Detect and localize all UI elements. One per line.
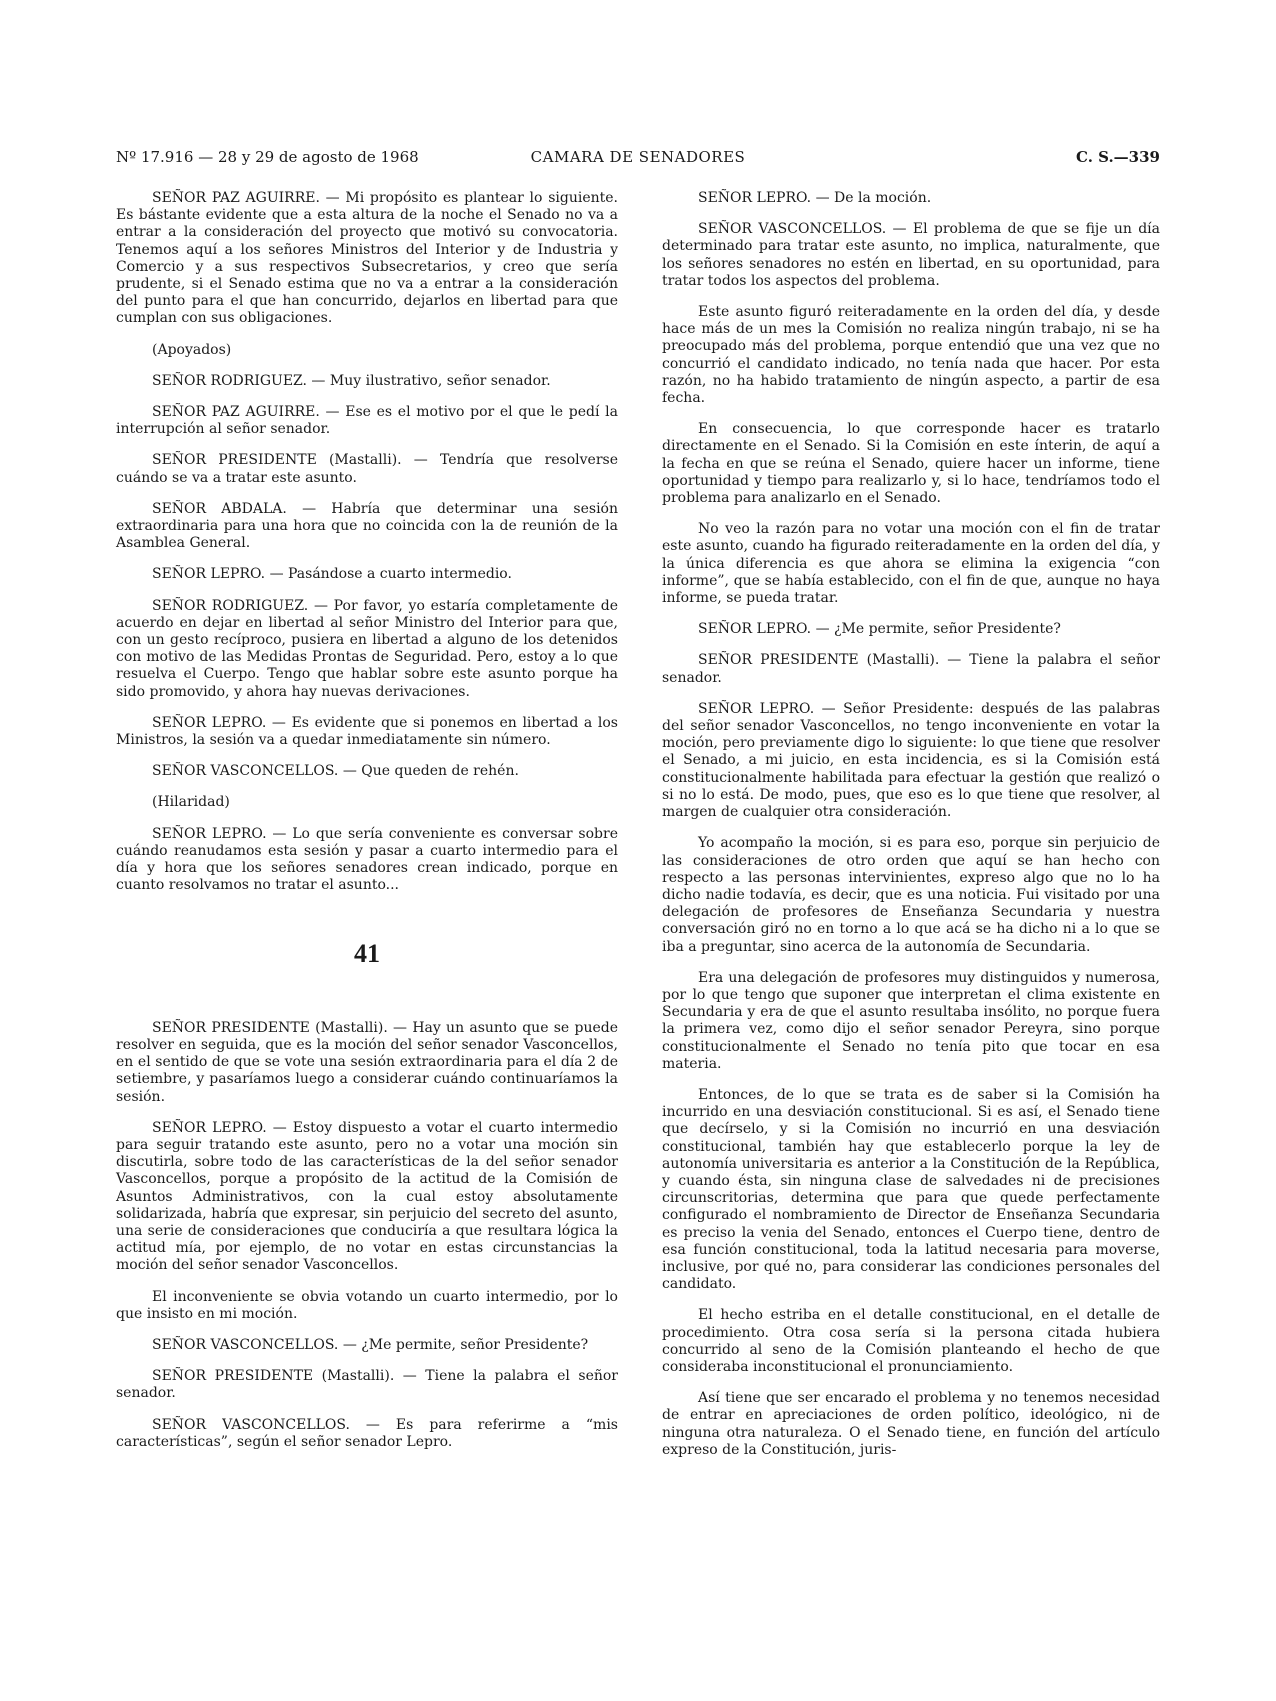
paragraph: SEÑOR VASCONCELLOS. — El problema de que se fije un día determinado para tratar este asunto, no implica, naturalmente, que los señores senadores no estén en libertad, en su oportunidad, para tratar todos los aspectos del problema. bbox=[662, 221, 1160, 289]
paragraph: SEÑOR VASCONCELLOS. — Es para referirme a “mis características”, según el señor senador Lepro. bbox=[116, 1416, 618, 1450]
section-number: 41 bbox=[354, 938, 380, 968]
issue-date: Nº 17.916 — 28 y 29 de agosto de 1968 bbox=[116, 148, 419, 166]
paragraph: En consecuencia, lo que corresponde hacer es tratarlo directamente en el Senado. Si la Comisión en este ínterin, de aquí a la fecha en que se reúna el Senado, quiere hacer un informe, tiene oportunidad y tiempo para realizarlo y, si lo hace, tendríamos todo el problema para analizarlo en el Senado. bbox=[662, 421, 1160, 507]
paragraph: SEÑOR PRESIDENTE (Mastalli). — Tendría que resolverse cuándo se va a tratar este asunto. bbox=[116, 452, 618, 486]
paragraph: (Apoyados) bbox=[152, 341, 232, 358]
paragraph: SEÑOR RODRIGUEZ. — Por favor, yo estaría completamente de acuerdo en dejar en libertad al señor Ministro del Interior para que, con un gesto recíproco, pusiera en libertad a alguno de los detenidos con motivo de las Medidas Prontas de Seguridad. Pero, estoy a lo que resuelva el Cuerpo. Tengo que hablar sobre este asunto porque ha sido promovido, y ahora hay nuevas derivaciones. bbox=[116, 597, 618, 700]
paragraph: El inconveniente se obvia votando un cuarto intermedio, por lo que insisto en mi moción. bbox=[116, 1288, 618, 1322]
page-number: C. S.—339 bbox=[1076, 148, 1160, 166]
paragraph: SEÑOR RODRIGUEZ. — Muy ilustrativo, señor senador. bbox=[152, 372, 551, 389]
paragraph: SEÑOR PRESIDENTE (Mastalli). — Hay un asunto que se puede resolver en seguida, que es la moción del señor senador Vasconcellos, en el sentido de que se vote una sesión extraordinaria para el día 2 de setiembre, y pasaríamos luego a considerar cuándo continuaríamos la sesión. bbox=[116, 1019, 618, 1105]
paragraph: SEÑOR VASCONCELLOS. — Que queden de rehén. bbox=[152, 763, 519, 780]
paragraph: SEÑOR LEPRO. — De la moción. bbox=[698, 190, 932, 206]
paragraph: SEÑOR LEPRO. — Es evidente que si ponemos en libertad a los Ministros, la sesión va a quedar inmediatamente sin número. bbox=[116, 714, 618, 749]
paragraph: Era una delegación de profesores muy distinguidos y numerosa, por lo que tengo que suponer que interpretan el clima existente en Secundaria y era de que el asunto resultaba insólito, no porque fuera la primera vez, como dijo el señor senador Pereyra, sino porque constitucionalmente el Senado no tenía pito que tocar en esa materia. bbox=[662, 969, 1160, 1072]
paragraph: Yo acompaño la moción, si es para eso, porque sin perjuicio de las consideraciones de otro orden que aquí se han hecho con respecto a las personas intervinientes, expreso algo que no lo ha dicho nadie todavía, es decir, que es una noticia. Fui visitado por una delegación de profesores de Enseñanza Secundaria y nuestra conversación giró no en torno a lo que acá se ha dicho ni a lo que se iba a preguntar, sino acerca de la autonomía de Secundaria. bbox=[662, 835, 1160, 955]
paragraph: SEÑOR VASCONCELLOS. — ¿Me permite, señor Presidente? bbox=[152, 1336, 589, 1353]
paragraph: SEÑOR PRESIDENTE (Mastalli). — Tiene la palabra el señor senador. bbox=[662, 652, 1160, 686]
chamber-title: CAMARA DE SENADORES bbox=[530, 148, 746, 166]
right-column bbox=[662, 190, 1160, 1473]
paragraph: SEÑOR LEPRO. — Estoy dispuesto a votar el cuarto intermedio para seguir tratando este asunto, pero no a votar una moción sin discutirla, sobre todo de las características de la del señor senador Vasconcellos, porque a propósito de la actitud de la Comisión de Asuntos Administrativos, con la cual estoy absolutamente solidarizada, habría que expresar, sin perjuicio del secreto del asunto, una serie de consideraciones que conduciría a que resultara lógica la actitud mía, por ejemplo, de no votar en estas circunstancias la moción del señor senador Vasconcellos. bbox=[116, 1119, 618, 1274]
paragraph: No veo la razón para no votar una moción con el fin de tratar este asunto, cuando ha figurado reiteradamente en la orden del día, y la única diferencia es que ahora se elimina la exigencia “con informe”, que se había establecido, con el fin de que, aunque no haya informe, se pueda tratar. bbox=[662, 521, 1160, 607]
paragraph: Así tiene que ser encarado el problema y no tenemos necesidad de entrar en apreciaciones de orden político, ideológico, ni de ninguna otra naturaleza. O el Senado tiene, en función del artículo expreso de la Constitución, juris- bbox=[662, 1390, 1160, 1458]
paragraph: Este asunto figuró reiteradamente en la orden del día, y desde hace más de un mes la Comisión no realiza ningún trabajo, ni se ha preocupado más del problema, porque entendió que una vez que no concurrió el candidato indicado, no tenía nada que hacer. Por esta razón, no ha habido tratamiento de ningún aspecto, a partir de esa fecha. bbox=[662, 304, 1160, 407]
paragraph: Entonces, de lo que se trata es de saber si la Comisión ha incurrido en una desviación constitucional. Si es así, el Senado tiene que decírselo, y si la Comisión no incurrió en una desviación constitucional, también hay que establecerlo porque la ley de autonomía universitaria es anterior a la Constitución de la República, y cuando ésta, sin ninguna clase de salvedades ni de precisiones circunscritorias, determina que para que quede perfectamente configurado el nombramiento de Director de Enseñanza Secundaria es preciso la venia del Senado, entonces el Cuerpo tiene, dentro de esa función constitucional, toda la latitud necesaria para moverse, inclusive, por qué no, para considerar las condiciones personales del candidato. bbox=[662, 1086, 1160, 1293]
left-column bbox=[116, 190, 618, 1465]
paragraph: SEÑOR LEPRO. — ¿Me permite, señor Presidente? bbox=[698, 621, 1061, 638]
paragraph: SEÑOR LEPRO. — Señor Presidente: después de las palabras del señor senador Vasconcellos, no tengo inconveniente en votar la moción, pero previamente digo lo siguiente: lo que tiene que resolver el Senado, a mi juicio, en esta incidencia, es si la Comisión está constitucionalmente habilitada para efectuar la gestión que realizó o si no lo está. De modo, pues, que eso es lo que tiene que resolver, al margen de cualquier otra consideración. bbox=[662, 700, 1160, 821]
paragraph: SEÑOR PRESIDENTE (Mastalli). — Tiene la palabra el señor senador. bbox=[116, 1368, 618, 1402]
paragraph: SEÑOR PAZ AGUIRRE. — Ese es el motivo por el que le pedí la interrupción al señor senador. bbox=[116, 404, 618, 438]
paragraph: SEÑOR LEPRO. — Pasándose a cuarto intermedio. bbox=[152, 566, 512, 583]
paragraph: SEÑOR LEPRO. — Lo que sería conveniente es conversar sobre cuándo reanudamos esta sesión y pasar a cuarto intermedio para el día y hora que los señores senadores crean indicado, porque en cuanto resolvamos no tratar el asunto... bbox=[116, 825, 618, 894]
paragraph: (Hilaridad) bbox=[152, 794, 230, 811]
paragraph: SEÑOR PAZ AGUIRRE. — Mi propósito es plantear lo siguiente. Es bástante evidente que a esta altura de la noche el Senado no va a entrar a la consideración del proyecto que motivó su convocatoria. Tenemos aquí a los señores Ministros del Interior y de Industria y Comercio y a sus respectivos Subsecretarios, y creo que sería prudente, si el Senado estima que no va a entrar a la consideración del punto para el que han concurrido, dejarlos en libertad para que cumplan con sus obligaciones. bbox=[116, 190, 618, 327]
page-header bbox=[116, 148, 1160, 172]
paragraph: SEÑOR ABDALA. — Habría que determinar una sesión extraordinaria para una hora que no coincida con la de reunión de la Asamblea General. bbox=[116, 500, 618, 552]
paragraph: El hecho estriba en el detalle constitucional, en el detalle de procedimiento. Otra cosa sería si la persona citada hubiera concurrido al seno de la Comisión planteando el hecho de que consideraba inconstitucional el pronunciamiento. bbox=[662, 1307, 1160, 1375]
